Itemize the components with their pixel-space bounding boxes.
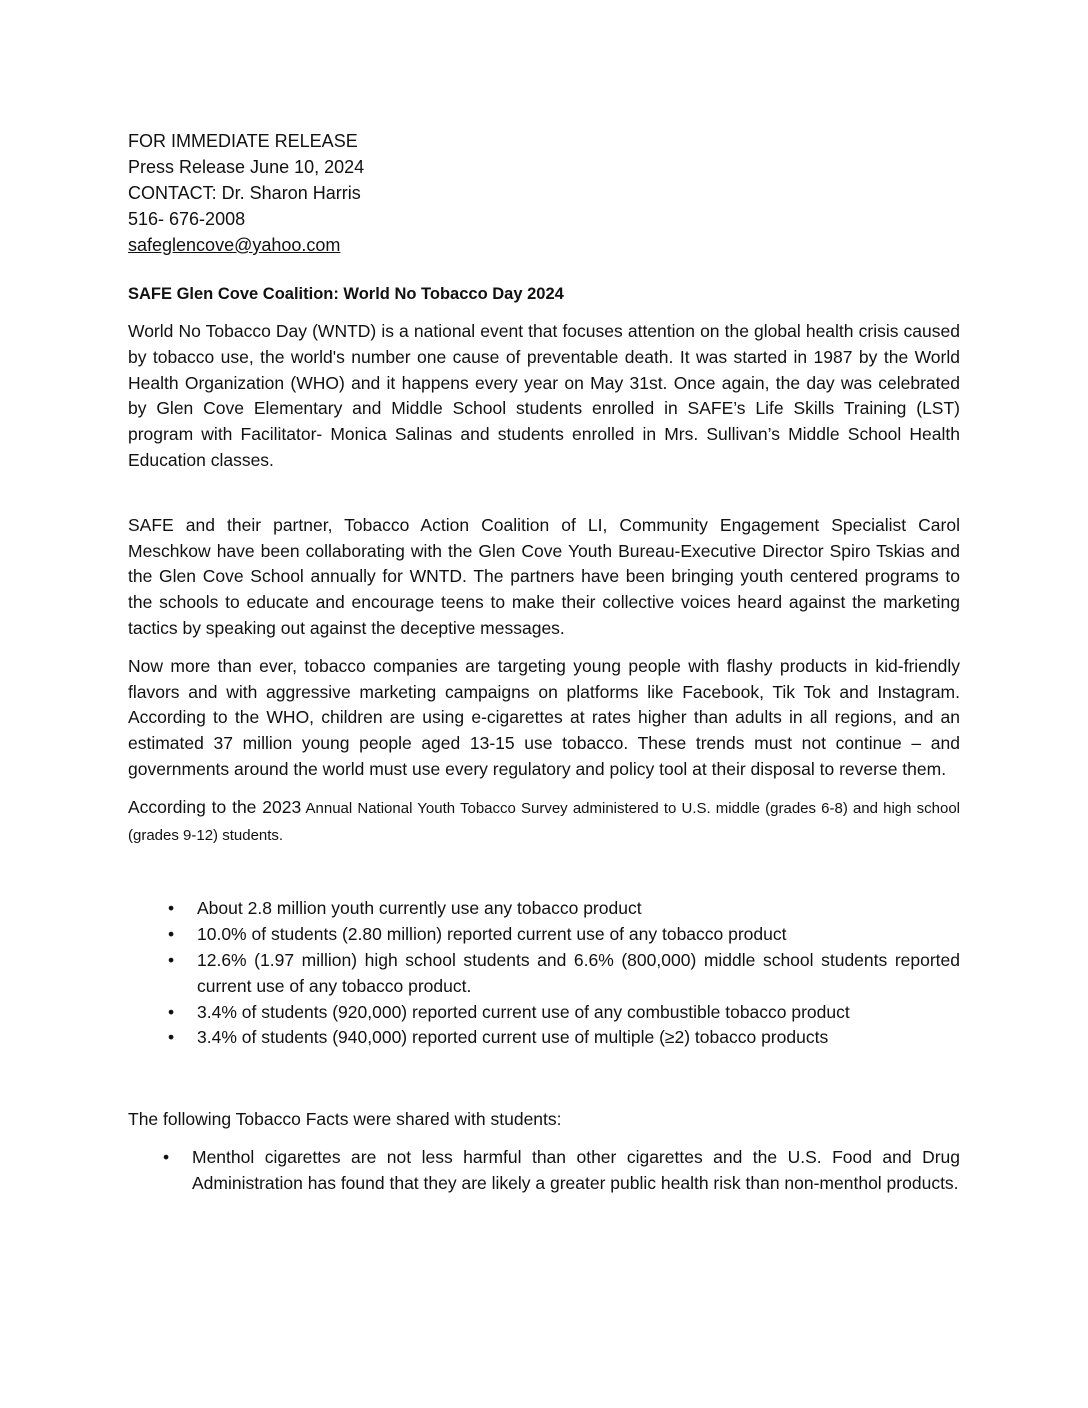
release-label: FOR IMMEDIATE RELEASE	[128, 131, 358, 151]
contact-phone: 516- 676-2008	[128, 209, 246, 229]
press-release-page	[128, 128, 960, 1197]
survey-lead-text: According to the 2023	[128, 796, 302, 817]
contact-email-link[interactable]: safeglencove@yahoo.com	[128, 235, 341, 255]
paragraph-partners: SAFE and their partner, Tobacco Action Coalition of LI, Community Engagement Specialist Carol Meschkow have been collaborating with the Glen Cove Youth Bureau-Executive Director Spiro Tskias and the Glen Cove School annually for WNTD. The partners have been bringing youth centered programs to the schools to educate and encourage teens to make their collective voices heard against the marketing tactics by speaking out against the deceptive messages.	[128, 514, 960, 638]
paragraph-targeting: Now more than ever, tobacco companies are targeting young people with flashy products in kid-friendly flavors and with aggressive marketing campaigns on platforms like Facebook, Tik Tok and Instagram. According to the WHO, children are using e-cigarettes at rates higher than adults in all regions, and an estimated 37 million young people aged 13-15 use tobacco. These trends must not continue – and governments around the world must use every regulatory and policy tool at their disposal to reverse them.	[128, 655, 960, 779]
list-item	[128, 1000, 960, 1026]
paragraph-wntd-intro: World No Tobacco Day (WNTD) is a national event that focuses attention on the global health crisis caused by tobacco use, the world's number one cause of preventable death. It was started in 1987 by the World Health Organization (WHO) and it happens every year on May 31st. Once again, the day was celebrated by Glen Cove Elementary and Middle School students enrolled in SAFE’s Life Skills Training (LST) program with Facilitator- Monica Salinas and students enrolled in Mrs. Sullivan’s Middle School Health Education classes.	[128, 321, 960, 470]
stat-text: 3.4% of students (940,000) reported current use of multiple (≥2) tobacco products	[197, 1027, 829, 1048]
facts-intro: The following Tobacco Facts were shared with students:	[128, 1109, 562, 1130]
stat-text: 3.4% of students (920,000) reported current use of any combustible tobacco product	[197, 1001, 850, 1022]
bullet-icon: •	[168, 1027, 175, 1048]
bullet-icon: •	[163, 1146, 170, 1167]
tobacco-facts-list	[128, 1145, 960, 1197]
list-item	[128, 896, 960, 922]
list-item	[128, 1145, 960, 1197]
contact-name: CONTACT: Dr. Sharon Harris	[128, 183, 361, 203]
paragraph-survey	[128, 795, 960, 849]
survey-detail-text: Annual National Youth Tobacco Survey administered to U.S. middle (grades 6-8) and high school (grades 9-12) students.	[128, 799, 960, 844]
release-header	[128, 128, 960, 258]
release-date: Press Release June 10, 2024	[128, 157, 365, 177]
fact-text: Menthol cigarettes are not less harmful than other cigarettes and the U.S. Food and Drug Administration has found that they are likely a greater public health risk than non-menthol products.	[192, 1146, 960, 1193]
stat-text: 10.0% of students (2.80 million) reported current use of any tobacco product	[197, 924, 787, 945]
bullet-icon: •	[168, 898, 175, 919]
bullet-icon: •	[168, 1001, 175, 1022]
stat-text: About 2.8 million youth currently use any tobacco product	[197, 898, 642, 919]
bullet-icon: •	[168, 924, 175, 945]
stat-text: 12.6% (1.97 million) high school students and 6.6% (800,000) middle school students reported current use of any tobacco product.	[197, 949, 960, 996]
survey-stats-list	[128, 896, 960, 1051]
list-item	[128, 1025, 960, 1051]
list-item	[128, 948, 960, 1000]
bullet-icon: •	[168, 949, 175, 970]
page-title: SAFE Glen Cove Coalition: World No Tobacco Day 2024	[128, 285, 564, 303]
list-item	[128, 922, 960, 948]
